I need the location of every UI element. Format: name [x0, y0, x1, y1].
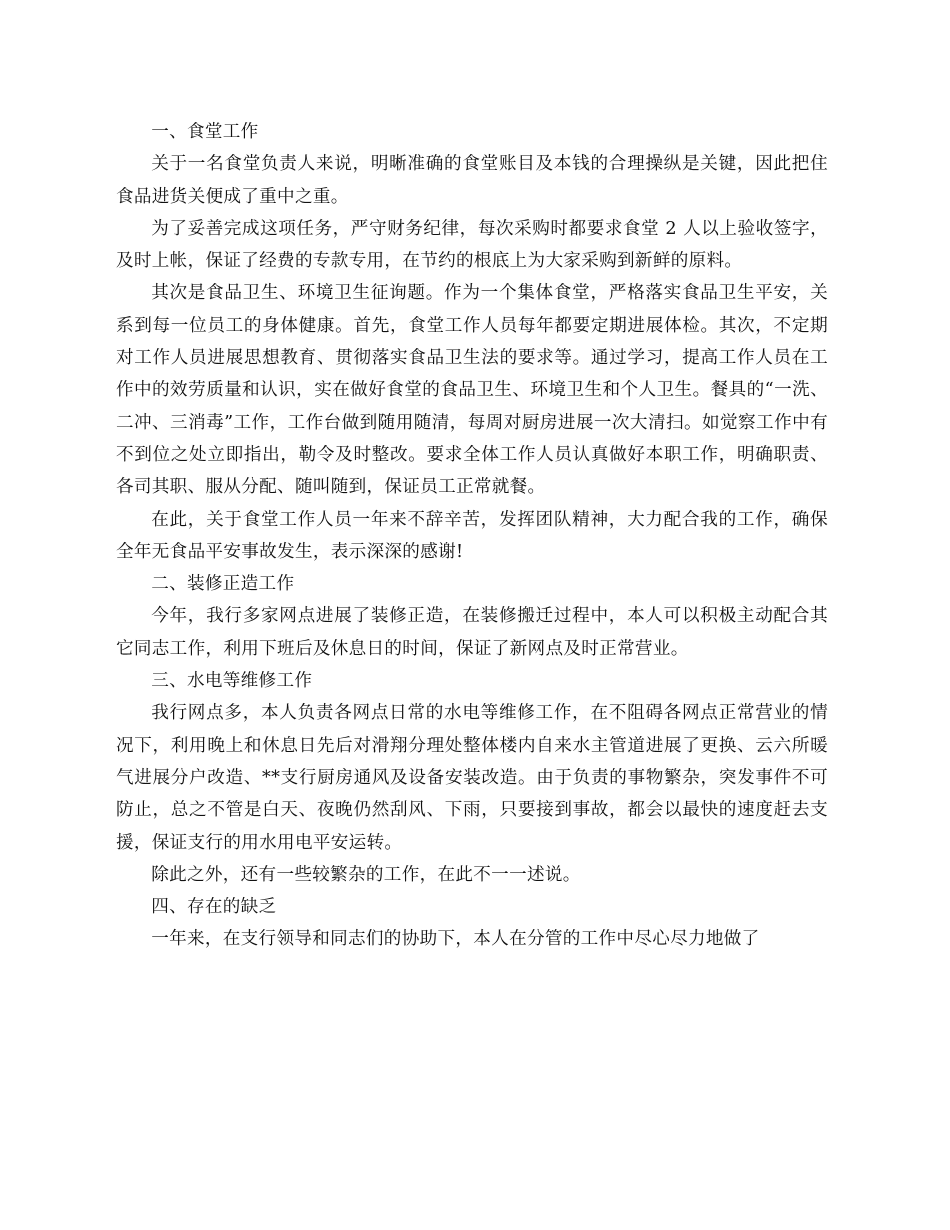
- paragraph: 关于一名食堂负责人来说，明晰准确的食堂账目及本钱的合理操纵是关键，因此把住食品进货关便成了重中之重。: [116, 154, 828, 207]
- paragraph: 除此之外，还有一些较繁杂的工作，在此不一一述说。: [151, 864, 581, 885]
- document-body: [116, 116, 828, 956]
- paragraph: 一年来，在支行领导和同志们的协助下，本人在分管的工作中尽心尽力地做了: [151, 929, 760, 950]
- paragraph: 其次是食品卫生、环境卫生征询题。作为一个集体食堂，严格落实食品卫生平安，关系到每一位员工的身体健康。首先，食堂工作人员每年都要定期进展体检。其次，不定期对工作人员进展思想教育、贯彻落实食品卫生法的要求等。通过学习，提高工作人员在工作中的效劳质量和认识，实在做好食堂的食品卫生、环境卫生和个人卫生。餐具的“一洗、二冲、三消毒”工作，工作台做到随用随清，每周对厨房进展一次大清扫。如觉察工作中有不到位之处立即指出，勒令及时整改。要求全体工作人员认真做好本职工作，明确职责、各司其职、服从分配、随叫随到，保证员工正常就餐。: [116, 283, 828, 498]
- paragraph: 在此，关于食堂工作人员一年来不辞辛苦，发挥团队精神，大力配合我的工作，确保全年无食品平安事故发生，表示深深的感谢!: [116, 509, 828, 562]
- section-heading-renovation: 二、装修正造工作: [151, 574, 295, 595]
- section-heading-maintenance: 三、水电等维修工作: [151, 671, 313, 692]
- section-heading-canteen: 一、食堂工作: [151, 122, 259, 142]
- section-heading-shortcomings: 四、存在的缺乏: [151, 897, 277, 918]
- paragraph: 我行网点多，本人负责各网点日常的水电等维修工作，在不阻碍各网点正常营业的情况下，利用晚上和休息日先后对滑翔分理处整体楼内自来水主管道进展了更换、云六所暖气进展分户改造、**支行厨房通风及设备安装改造。由于负责的事物繁杂，突发事件不可防止，总之不管是白天、夜晚仍然刮风、下雨，只要接到事故，都会以最快的速度赶去支援，保证支行的用水用电平安运转。: [116, 703, 828, 853]
- paragraph: 今年，我行多家网点进展了装修正造，在装修搬迁过程中，本人可以积极主动配合其它同志工作，利用下班后及休息日的时间，保证了新网点及时正常营业。: [116, 606, 828, 659]
- paragraph: 为了妥善完成这项任务，严守财务纪律，每次采购时都要求食堂 2 人以上验收签字，及时上帐，保证了经费的专款专用，在节约的根底上为大家采购到新鲜的原料。: [116, 218, 828, 272]
